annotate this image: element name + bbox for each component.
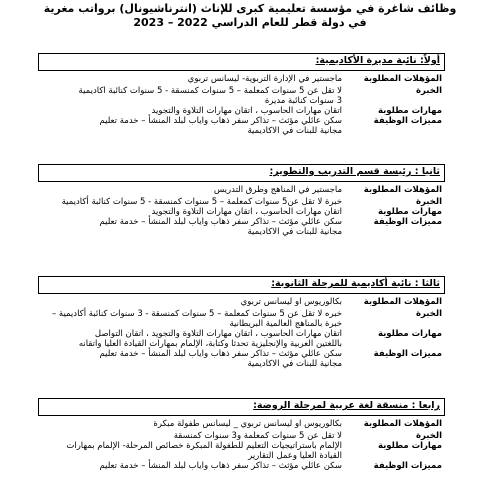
row-label: مهارات مطلوبة: [377, 329, 442, 339]
section-header: [38, 53, 445, 71]
row-value-line: خبرة لا تقل عن5 سنوات كمعلمة – 5 سنوات كمنسقة - 5 سنوات كنائبة أكاديمية: [61, 197, 342, 207]
row-value-line: بكالوريوس او ليسانس تربوي: [240, 297, 342, 307]
row-label: مهارات مطلوبة: [377, 441, 442, 451]
row-value-line: لا تقل عن 5 سنوات كمعلمة و3 سنوات كمنسقة: [173, 431, 342, 441]
section-title: رابعا : منسقة لغة عربية لمرحلة الروضة:: [253, 400, 440, 411]
row-label: مميزات الوظيفة: [373, 349, 442, 359]
row-label: المؤهلات المطلوبة: [363, 297, 442, 307]
row-value: [38, 441, 342, 461]
row-label: الخبرة: [415, 309, 442, 319]
row-label: المؤهلات المطلوبة: [363, 419, 442, 429]
row-value: [38, 106, 342, 116]
row-label: مهارات مطلوبة: [377, 106, 442, 116]
row-value: [38, 116, 342, 136]
section-header: [38, 276, 445, 294]
row-value: [38, 309, 342, 329]
row-value-line: الإلمام باستراتيجيات التعليم للطفولة المبكرة خصائص المرحلة- الإلمام بمهارات: [66, 441, 342, 451]
row-label: الخبرة: [415, 86, 442, 96]
row-value: [38, 349, 342, 369]
section-header: [38, 398, 445, 416]
row-value: [38, 217, 342, 237]
row-value-line: سكن عائلي مؤثث – تذاكر سفر ذهاب واياب لبلد المنشأ – خدمة تعليم: [99, 116, 342, 126]
row-label: مميزات الوظيفة: [373, 116, 442, 126]
row-label: مميزات الوظيفة: [373, 461, 442, 471]
row-value: [38, 86, 342, 106]
row-value-line: خبره لا تقل عن 5 سنوات كمعلمة – 5 سنوات كمنسقة - 3 سنوات كنائبة أكاديمية –: [51, 309, 342, 319]
row-label: الخبرة: [415, 431, 442, 441]
row-value-line: ماجستير في الإدارة التربوية- ليسانس تربوي: [187, 74, 342, 84]
row-value: [38, 419, 342, 429]
section-title: ثالثا : نائبة أكاديمية للمرحلة الثانوية:: [271, 278, 440, 289]
section-header: [38, 164, 445, 182]
row-value: [38, 207, 342, 217]
row-value-line: بكالوريوس او ليسانس تربوي _ ليسانس طفولة مبكرة: [153, 419, 342, 429]
row-value-line: مجانية للبنات في الاكاديمية: [247, 227, 342, 237]
row-value: [38, 297, 342, 307]
row-value-line: ماجستير في المناهج وطرق التدريس: [213, 185, 342, 195]
doc-title-line-1: وظائف شاغرة في مؤسسة تعليمية كبرى للإناث (انترناشيونال) برواتب مغرية: [43, 2, 457, 15]
row-label: المؤهلات المطلوبة: [363, 185, 442, 195]
section-title: ثانيا : رئيسة قسم التدريب والتطوير:: [269, 166, 440, 177]
row-value-line: باللغتين العربية والإنجليزية تحدثا وكتابة، الإلمام بمهارات القيادة العليا واتقانه: [78, 339, 342, 349]
row-value-line: مجانية للبنات في الاكاديمية: [247, 359, 342, 369]
row-value-line: خبرة بالمناهج العالمية البريطانية: [229, 319, 342, 329]
row-label: مميزات الوظيفة: [373, 217, 442, 227]
row-value-line: لا تقل عن 5 سنوات كمعلمة – 5 سنوات كمنسقة - 5 سنوات كنائبة اكاديمية: [78, 86, 342, 96]
row-label: مهارات مطلوبة: [377, 207, 442, 217]
row-value: [38, 431, 342, 441]
row-label: الخبرة: [415, 197, 442, 207]
row-value: [38, 74, 342, 84]
row-value-line: القيادة العليا وعمل التقارير: [248, 451, 342, 461]
row-value-line: اتقان مهارات الحاسوب ، اتقان مهارات التلاوة والتجويد: [151, 106, 342, 116]
doc-title-line-2: في دولة قطر للعام الدراسي 2022 – 2023: [133, 16, 367, 29]
row-value: [38, 185, 342, 195]
row-label: المؤهلات المطلوبة: [363, 74, 442, 84]
section-title: أولاً: نائبة مديرة الأكاديمية:: [315, 55, 440, 66]
row-value-line: اتقان مهارات الحاسوب ، اتقان مهارات التلاوة والتجويد ، اتقان التواصل: [94, 329, 342, 339]
row-value: [38, 329, 342, 349]
row-value-line: مجانية للبنات في الاكاديمية: [247, 126, 342, 136]
row-value: [38, 461, 342, 471]
row-value-line: سكن عائلي مؤثث – تذاكر سفر ذهاب واياب لبلد المنشأ – خدمة تعليم: [99, 349, 342, 359]
row-value-line: اتقان مهارات الحاسوب ، اتقان مهارات التلاوة والتجويد: [151, 207, 342, 217]
row-value-line: 3 سنوات كنائبة مديرة: [264, 96, 342, 106]
row-value-line: سكن عائلي مؤثث – تذاكر سفر ذهاب واياب لبلد المنشأ – خدمة تعليم: [99, 461, 342, 471]
row-value-line: سكن عائلي مؤثث – تذاكر سفر ذهاب واياب لبلد المنشأ – خدمة تعليم: [99, 217, 342, 227]
row-value: [38, 197, 342, 207]
